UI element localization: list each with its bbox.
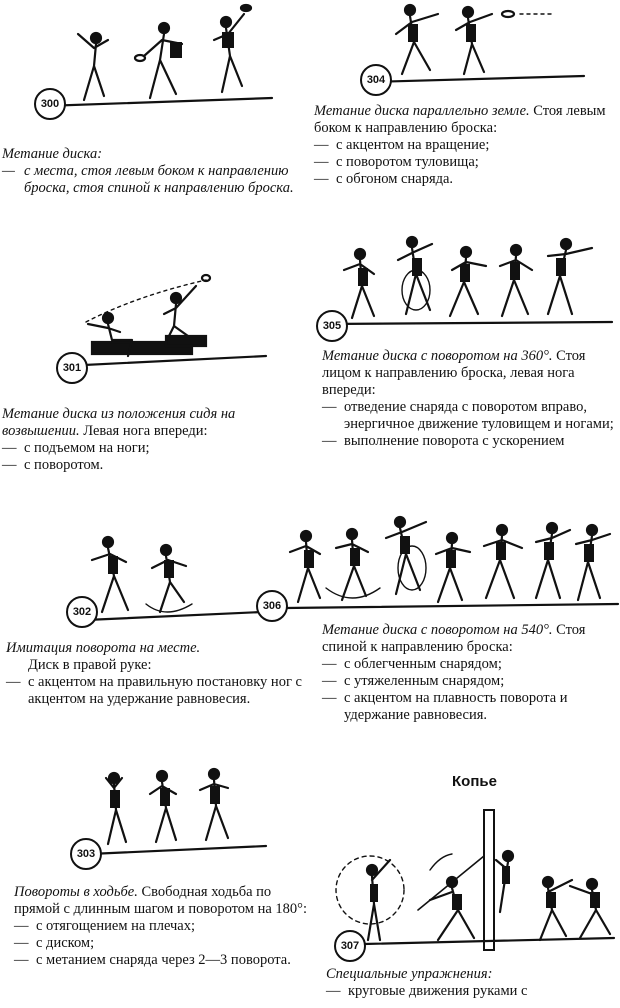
- caption-item: — с метанием снаряда через 2—3 поворота.: [14, 952, 310, 969]
- section-title-javelin: Копье: [452, 773, 497, 790]
- figure-number-badge: 306: [256, 590, 288, 622]
- figure-306-illustration: [256, 508, 620, 620]
- caption-item: — с утяжеленным снарядом;: [322, 673, 614, 690]
- figure-305-illustration: [316, 230, 616, 340]
- figure-301-illustration: [56, 266, 276, 376]
- figure-306-caption: [322, 622, 614, 724]
- figure-300-caption: [2, 146, 298, 197]
- caption-lead: Стоя левым боком к направлению броска:: [314, 103, 606, 136]
- figure-number-badge: 303: [70, 838, 102, 870]
- figure-303-caption: [14, 884, 310, 969]
- figure-number-badge: 301: [56, 352, 88, 384]
- discus-360-turn-drawing: [316, 230, 616, 340]
- figure-303-illustration: [70, 764, 270, 864]
- caption-item: — с подъемом на ноги;: [2, 440, 298, 457]
- caption-title: Имитация поворота на месте.: [6, 640, 201, 656]
- caption-item: — с поворотом туловища;: [314, 154, 610, 171]
- figure-number-badge: 300: [34, 88, 66, 120]
- figure-302-caption: [6, 640, 302, 708]
- discus-540-turn-drawing: [256, 508, 620, 620]
- caption-item: — круговые движения руками с: [326, 983, 616, 1000]
- caption-lead: Свободная ходьба по прямой с длинным шагом и поворотом на 180°:: [14, 884, 307, 917]
- caption-item: — с акцентом на вращение;: [314, 137, 610, 154]
- figure-304-illustration: [360, 0, 600, 92]
- caption-item: — с отягощением на плечах;: [14, 918, 310, 935]
- caption-item: — с места, стоя левым боком к направлению броска, стоя спиной к направлению броска.: [2, 163, 298, 197]
- discus-parallel-throw-drawing: [360, 0, 600, 92]
- figure-307-illustration: [334, 800, 616, 960]
- figure-302-illustration: [66, 530, 266, 632]
- figure-307-caption: [326, 966, 616, 1000]
- figure-number-badge: 305: [316, 310, 348, 342]
- figure-305-caption: [322, 348, 614, 450]
- figure-number-badge: 307: [334, 930, 366, 962]
- caption-item: — с обгоном снаряда.: [314, 171, 610, 188]
- figure-300-illustration: [34, 0, 274, 118]
- discus-throw-standing-drawing: [34, 0, 274, 118]
- caption-title: Метание диска параллельно земле.: [314, 103, 530, 119]
- caption-title: Повороты в ходьбе.: [14, 884, 138, 900]
- caption-item: — отведение снаряда с поворотом вправо, энергичное движение туловищем и ногами;: [322, 399, 614, 433]
- discus-throw-seated-drawing: [56, 266, 276, 376]
- caption-title: Метание диска с поворотом на 360°.: [322, 348, 553, 364]
- caption-title: Метание диска с поворотом на 540°.: [322, 622, 553, 638]
- caption-item: — с акцентом на плавность поворота и удержание равновесия.: [322, 690, 614, 724]
- caption-title: Специальные упражнения:: [326, 966, 493, 982]
- caption-item: — выполнение поворота с ускорением: [322, 433, 614, 450]
- caption-item: — с диском;: [14, 935, 310, 952]
- caption-item: — с облегченным снарядом;: [322, 656, 614, 673]
- figure-number-badge: 304: [360, 64, 392, 96]
- figure-number-badge: 302: [66, 596, 98, 628]
- caption-title: Метание диска из положения сидя на возвышении.: [2, 406, 236, 439]
- javelin-special-exercises-drawing: [334, 800, 616, 960]
- caption-item: — с акцентом на правильную постановку ног с акцентом на удержание равновесия.: [6, 674, 302, 708]
- caption-lead: Стоя лицом к направлению броска, левая нога впереди:: [322, 348, 586, 398]
- caption-lead: Левая нога впереди:: [83, 423, 208, 439]
- caption-title: Метание диска:: [2, 146, 103, 162]
- figure-304-caption: [314, 103, 610, 188]
- caption-item: — с поворотом.: [2, 457, 298, 474]
- caption-lead: Диск в правой руке:: [28, 657, 152, 673]
- caption-lead: Стоя спиной к направлению броска:: [322, 622, 586, 655]
- figure-301-caption: [2, 406, 298, 474]
